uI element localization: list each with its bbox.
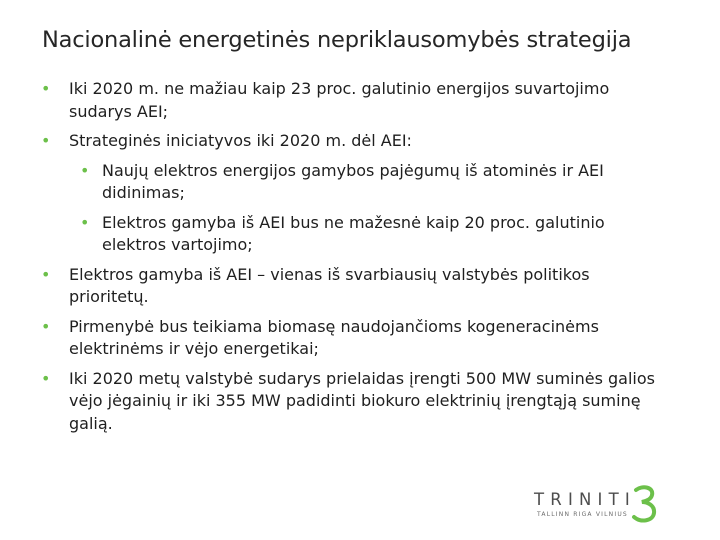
bullet-icon: •	[41, 264, 51, 284]
triniti-logo	[534, 484, 660, 524]
bullet-item	[0, 316, 669, 361]
bullet-list	[0, 78, 720, 442]
sub-bullet-item	[0, 160, 642, 205]
bullet-text: Pirmenybė bus teikiama biomasę naudojančioms kogeneracinėms elektrinėms ir vėjo energetikai;	[69, 316, 599, 358]
bullet-icon: •	[80, 160, 90, 180]
bullet-text: Iki 2020 metų valstybė sudarys prielaidas įrengti 500 MW suminės galios vėjo jėgainių ir iki 355 MW padidinti biokuro elektrinių įrengtąją suminę galią.	[69, 368, 655, 433]
bullet-text: Elektros gamyba iš AEI – vienas iš svarbiausių valstybės politikos prioritetų.	[69, 264, 590, 306]
bullet-icon: •	[80, 212, 90, 232]
bullet-text: Naujų elektros energijos gamybos pajėgumų iš atominės ir AEI didinimas;	[102, 160, 604, 202]
bullet-text: Iki 2020 m. ne mažiau kaip 23 proc. galutinio energijos suvartojimo sudarys AEI;	[69, 79, 610, 121]
logo-three-icon	[630, 484, 658, 524]
slide-title: Nacionalinė energetinės nepriklausomybės strategija	[42, 27, 632, 53]
logo-tagline: TALLINN RIGA VILNIUS	[537, 511, 628, 518]
bullet-icon: •	[41, 131, 51, 150]
bullet-item	[0, 130, 669, 153]
bullet-item	[0, 368, 669, 436]
bullet-icon: •	[41, 79, 51, 98]
bullet-icon: •	[41, 368, 51, 388]
bullet-text: Elektros gamyba iš AEI bus ne mažesnė kaip 20 proc. galutinio elektros vartojimo;	[102, 212, 605, 254]
bullet-icon: •	[41, 316, 51, 336]
bullet-item	[0, 264, 669, 309]
logo-wordmark: TRINITI	[534, 490, 636, 509]
sub-bullet-item	[0, 212, 642, 257]
bullet-item	[0, 78, 669, 123]
bullet-text: Strateginės iniciatyvos iki 2020 m. dėl AEI:	[69, 131, 412, 150]
